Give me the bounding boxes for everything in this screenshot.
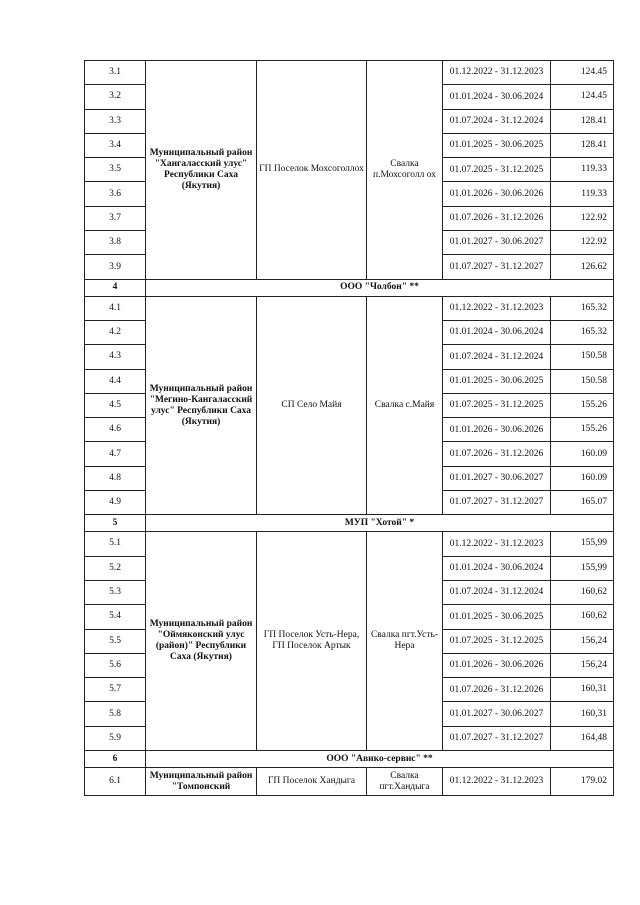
- landfill-site-cell: Свалка пгт.Усть-Нера: [367, 532, 443, 751]
- landfill-site-cell: Свалка с.Майя: [367, 296, 443, 515]
- period-cell: 01.12.2022 - 31.12.2023: [443, 768, 551, 796]
- settlement-cell: СП Село Майя: [257, 296, 367, 515]
- period-cell: 01.01.2024 - 30.06.2024: [443, 85, 551, 109]
- period-cell: 01.12.2022 - 31.12.2023: [443, 61, 551, 85]
- row-number: 4.5: [85, 393, 146, 417]
- row-number: 4.8: [85, 466, 146, 490]
- row-number: 5.7: [85, 678, 146, 702]
- period-cell: 01.01.2025 - 30.06.2025: [443, 369, 551, 393]
- period-cell: 01.12.2022 - 31.12.2023: [443, 532, 551, 556]
- period-cell: 01.07.2024 - 31.12.2024: [443, 109, 551, 133]
- group-header-row: [85, 515, 614, 532]
- row-number: 3.4: [85, 133, 146, 157]
- row-number: 5.2: [85, 556, 146, 580]
- row-number: 4.6: [85, 418, 146, 442]
- row-number: 3.5: [85, 158, 146, 182]
- tariff-value-cell: 155.26: [551, 393, 614, 417]
- tariff-value-cell: 164,48: [551, 726, 614, 750]
- group-header-row: [85, 751, 614, 768]
- tariff-value-cell: 160,31: [551, 678, 614, 702]
- row-number: 5.5: [85, 629, 146, 653]
- period-cell: 01.07.2027 - 31.12.2027: [443, 255, 551, 279]
- table-row: [85, 296, 614, 320]
- period-cell: 01.07.2027 - 31.12.2027: [443, 726, 551, 750]
- tariff-value-cell: 126.62: [551, 255, 614, 279]
- row-number: 4.9: [85, 491, 146, 515]
- settlement-cell: ГП Поселок Мохсоголлох: [257, 61, 367, 280]
- tariff-value-cell: 160,62: [551, 580, 614, 604]
- tariff-value-cell: 128.41: [551, 109, 614, 133]
- tariff-value-cell: 150.58: [551, 345, 614, 369]
- row-number: 3.2: [85, 85, 146, 109]
- tariff-value-cell: 119.33: [551, 182, 614, 206]
- row-number: 4.3: [85, 345, 146, 369]
- period-cell: 01.01.2027 - 30.06.2027: [443, 702, 551, 726]
- group-number: 6: [85, 751, 146, 768]
- period-cell: 01.01.2027 - 30.06.2027: [443, 231, 551, 255]
- row-number: 4.7: [85, 442, 146, 466]
- tariff-value-cell: 165.32: [551, 320, 614, 344]
- row-number: 6.1: [85, 768, 146, 796]
- period-cell: 01.01.2026 - 30.06.2026: [443, 418, 551, 442]
- row-number: 5.8: [85, 702, 146, 726]
- tariff-value-cell: 165.07: [551, 491, 614, 515]
- row-number: 4.4: [85, 369, 146, 393]
- tariff-value-cell: 122.92: [551, 231, 614, 255]
- table-row: [85, 768, 614, 796]
- group-header-row: [85, 279, 614, 296]
- row-number: 5.9: [85, 726, 146, 750]
- table-row: [85, 61, 614, 85]
- period-cell: 01.07.2026 - 31.12.2026: [443, 206, 551, 230]
- tariff-value-cell: 155.26: [551, 418, 614, 442]
- row-number: 4.2: [85, 320, 146, 344]
- period-cell: 01.01.2024 - 30.06.2024: [443, 556, 551, 580]
- period-cell: 01.07.2026 - 31.12.2026: [443, 678, 551, 702]
- period-cell: 01.07.2026 - 31.12.2026: [443, 442, 551, 466]
- settlement-cell: ГП Поселок Усть-Нера, ГП Поселок Артык: [257, 532, 367, 751]
- tariff-value-cell: 155,99: [551, 532, 614, 556]
- period-cell: 01.01.2025 - 30.06.2025: [443, 605, 551, 629]
- period-cell: 01.07.2024 - 31.12.2024: [443, 580, 551, 604]
- organization-name: ООО "Чолбон" **: [146, 279, 614, 296]
- period-cell: 01.01.2025 - 30.06.2025: [443, 133, 551, 157]
- tariff-value-cell: 165.32: [551, 296, 614, 320]
- row-number: 5.3: [85, 580, 146, 604]
- tariff-value-cell: 150.58: [551, 369, 614, 393]
- row-number: 3.9: [85, 255, 146, 279]
- row-number: 4.1: [85, 296, 146, 320]
- organization-name: ООО "Авико-сервис" **: [146, 751, 614, 768]
- group-number: 5: [85, 515, 146, 532]
- period-cell: 01.01.2026 - 30.06.2026: [443, 182, 551, 206]
- municipality-cell: Муниципальный район "Томпонский: [146, 768, 257, 796]
- tariff-value-cell: 179.02: [551, 768, 614, 796]
- period-cell: 01.07.2024 - 31.12.2024: [443, 345, 551, 369]
- period-cell: 01.01.2024 - 30.06.2024: [443, 320, 551, 344]
- tariff-value-cell: 160,62: [551, 605, 614, 629]
- period-cell: 01.01.2027 - 30.06.2027: [443, 466, 551, 490]
- tariff-value-cell: 124.45: [551, 85, 614, 109]
- row-number: 3.7: [85, 206, 146, 230]
- tariff-value-cell: 128.41: [551, 133, 614, 157]
- landfill-site-cell: Свалка пгт.Хандыга: [367, 768, 443, 796]
- tariff-value-cell: 122.92: [551, 206, 614, 230]
- period-cell: 01.01.2026 - 30.06.2026: [443, 653, 551, 677]
- group-number: 4: [85, 279, 146, 296]
- row-number: 5.1: [85, 532, 146, 556]
- tariff-value-cell: 119.33: [551, 158, 614, 182]
- row-number: 3.1: [85, 61, 146, 85]
- tariff-value-cell: 160.09: [551, 442, 614, 466]
- municipality-cell: Муниципальный район "Хангаласский улус" Республики Саха (Якутия): [146, 61, 257, 280]
- tariff-value-cell: 160.09: [551, 466, 614, 490]
- row-number: 3.3: [85, 109, 146, 133]
- row-number: 3.8: [85, 231, 146, 255]
- tariff-table: [84, 60, 614, 796]
- settlement-cell: ГП Поселок Хандыга: [257, 768, 367, 796]
- tariff-value-cell: 155,99: [551, 556, 614, 580]
- tariff-value-cell: 160,31: [551, 702, 614, 726]
- landfill-site-cell: Свалка п.Мохсоголл ох: [367, 61, 443, 280]
- municipality-cell: Муниципальный район "Мегино-Кангаласский улус" Республики Саха (Якутия): [146, 296, 257, 515]
- period-cell: 01.07.2027 - 31.12.2027: [443, 491, 551, 515]
- period-cell: 01.07.2025 - 31.12.2025: [443, 158, 551, 182]
- tariff-value-cell: 124.45: [551, 61, 614, 85]
- row-number: 3.6: [85, 182, 146, 206]
- table-row: [85, 532, 614, 556]
- row-number: 5.4: [85, 605, 146, 629]
- municipality-cell: Муниципальный район "Оймяконский улус (район)" Республики Саха (Якутия): [146, 532, 257, 751]
- organization-name: МУП "Хотой" *: [146, 515, 614, 532]
- period-cell: 01.07.2025 - 31.12.2025: [443, 629, 551, 653]
- period-cell: 01.12.2022 - 31.12.2023: [443, 296, 551, 320]
- tariff-value-cell: 156,24: [551, 653, 614, 677]
- row-number: 5.6: [85, 653, 146, 677]
- tariff-value-cell: 156,24: [551, 629, 614, 653]
- period-cell: 01.07.2025 - 31.12.2025: [443, 393, 551, 417]
